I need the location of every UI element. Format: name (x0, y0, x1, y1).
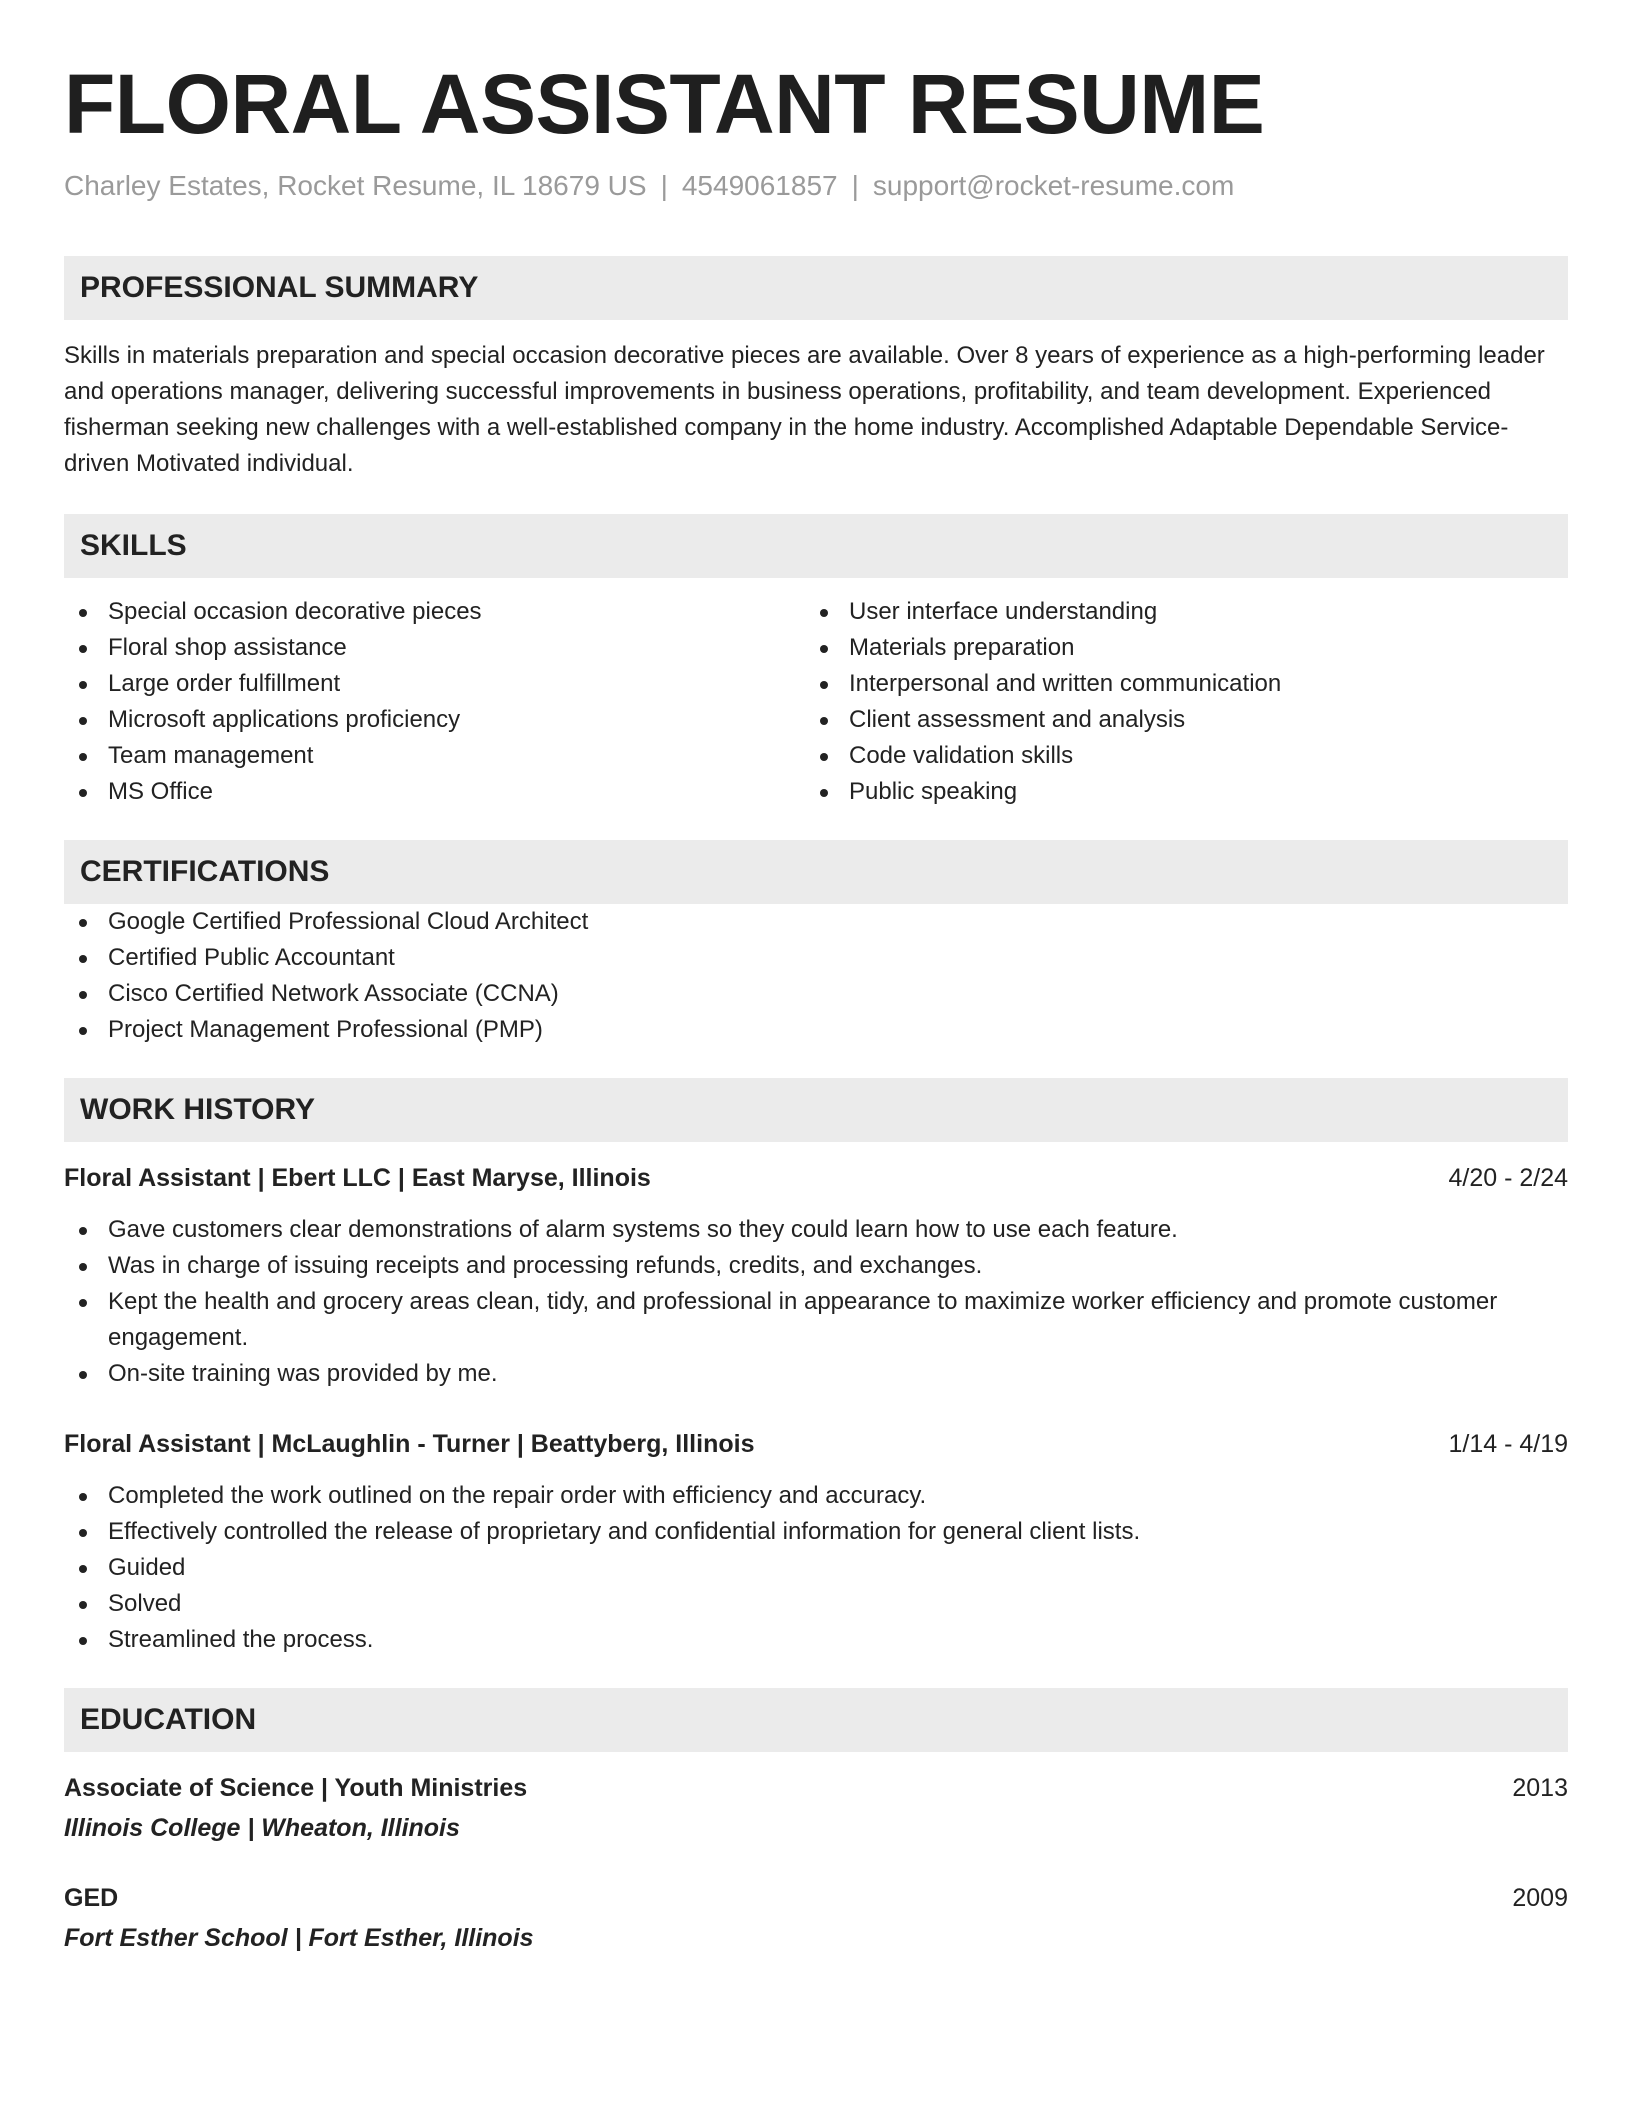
education-entry (64, 1880, 1568, 1956)
job-entry (64, 1426, 1568, 1658)
certifications-list (64, 904, 1568, 1048)
contact-separator: | (660, 170, 668, 201)
skill-item: Floral shop assistance (64, 630, 805, 666)
job-bullets (64, 1478, 1568, 1658)
contact-line (64, 168, 1568, 204)
education-degree: Associate of Science | Youth Ministries (64, 1774, 528, 1802)
skill-item: Team management (64, 738, 805, 774)
skill-item: Interpersonal and written communication (805, 666, 1546, 702)
job-bullet: On-site training was provided by me. (64, 1356, 1568, 1392)
job-bullet: Was in charge of issuing receipts and processing refunds, credits, and exchanges. (64, 1248, 1568, 1284)
job-bullet: Effectively controlled the release of proprietary and confidential information for general client lists. (64, 1514, 1568, 1550)
contact-phone: 4549061857 (681, 170, 838, 201)
job-header (64, 1160, 1568, 1196)
skill-item: Materials preparation (805, 630, 1546, 666)
summary-text: Skills in materials preparation and special occasion decorative pieces are available. Over 8 years of experience as a high-performing leader and operations manager, delivering successful improvements in business operations, profitability, and team development. Experienced fisherman seeking new challenges with a well-established company in the home industry. Accomplished Adaptable Dependable Service-driven Motivated individual. (64, 342, 1545, 477)
skill-item: Code validation skills (805, 738, 1546, 774)
skills-column-right (805, 594, 1546, 810)
skill-item: MS Office (64, 774, 805, 810)
job-bullet: Kept the health and grocery areas clean, tidy, and professional in appearance to maximize worker efficiency and promote customer engagement. (64, 1284, 1568, 1356)
certification-item: Google Certified Professional Cloud Architect (64, 904, 1568, 940)
job-bullet: Solved (64, 1586, 1568, 1622)
resume-title: FLORAL ASSISTANT RESUME (64, 57, 1265, 151)
contact-separator: | (851, 170, 859, 201)
job-dates: 1/14 - 4/19 (1448, 1430, 1568, 1458)
education-year: 2009 (1512, 1884, 1568, 1912)
job-bullet: Completed the work outlined on the repair order with efficiency and accuracy. (64, 1478, 1568, 1514)
education-degree: GED (64, 1884, 119, 1912)
education-year: 2013 (1512, 1774, 1568, 1802)
job-bullet: Streamlined the process. (64, 1622, 1568, 1658)
job-title: Floral Assistant | Ebert LLC | East Maryse, Illinois (64, 1164, 651, 1192)
education-header (64, 1880, 1568, 1916)
skills-column-left (64, 594, 805, 810)
job-bullet: Gave customers clear demonstrations of alarm systems so they could learn how to use each feature. (64, 1212, 1568, 1248)
education-school: Fort Esther School | Fort Esther, Illinois (64, 1924, 534, 1952)
contact-email: support@rocket-resume.com (872, 170, 1235, 201)
job-header (64, 1426, 1568, 1462)
contact-address: Charley Estates, Rocket Resume, IL 18679 US (64, 170, 647, 201)
education-header (64, 1770, 1568, 1806)
section-heading-skills: SKILLS (64, 514, 1568, 578)
certification-item: Project Management Professional (PMP) (64, 1012, 1568, 1048)
job-bullets (64, 1212, 1568, 1392)
job-title: Floral Assistant | McLaughlin - Turner | Beattyberg, Illinois (64, 1430, 755, 1458)
skill-item: Public speaking (805, 774, 1546, 810)
skill-item: Special occasion decorative pieces (64, 594, 805, 630)
job-bullet: Guided (64, 1550, 1568, 1586)
section-heading-education: EDUCATION (64, 1688, 1568, 1752)
certification-item: Certified Public Accountant (64, 940, 1568, 976)
certification-item: Cisco Certified Network Associate (CCNA) (64, 976, 1568, 1012)
section-heading-work-history: WORK HISTORY (64, 1078, 1568, 1142)
job-dates: 4/20 - 2/24 (1448, 1164, 1568, 1192)
job-entry (64, 1160, 1568, 1392)
education-school: Illinois College | Wheaton, Illinois (64, 1814, 460, 1842)
skill-item: User interface understanding (805, 594, 1546, 630)
skill-item: Large order fulfillment (64, 666, 805, 702)
education-entry (64, 1770, 1568, 1846)
section-heading-certifications: CERTIFICATIONS (64, 840, 1568, 904)
section-heading-summary: PROFESSIONAL SUMMARY (64, 256, 1568, 320)
skill-item: Microsoft applications proficiency (64, 702, 805, 738)
skill-item: Client assessment and analysis (805, 702, 1546, 738)
skills-grid (64, 594, 1568, 810)
